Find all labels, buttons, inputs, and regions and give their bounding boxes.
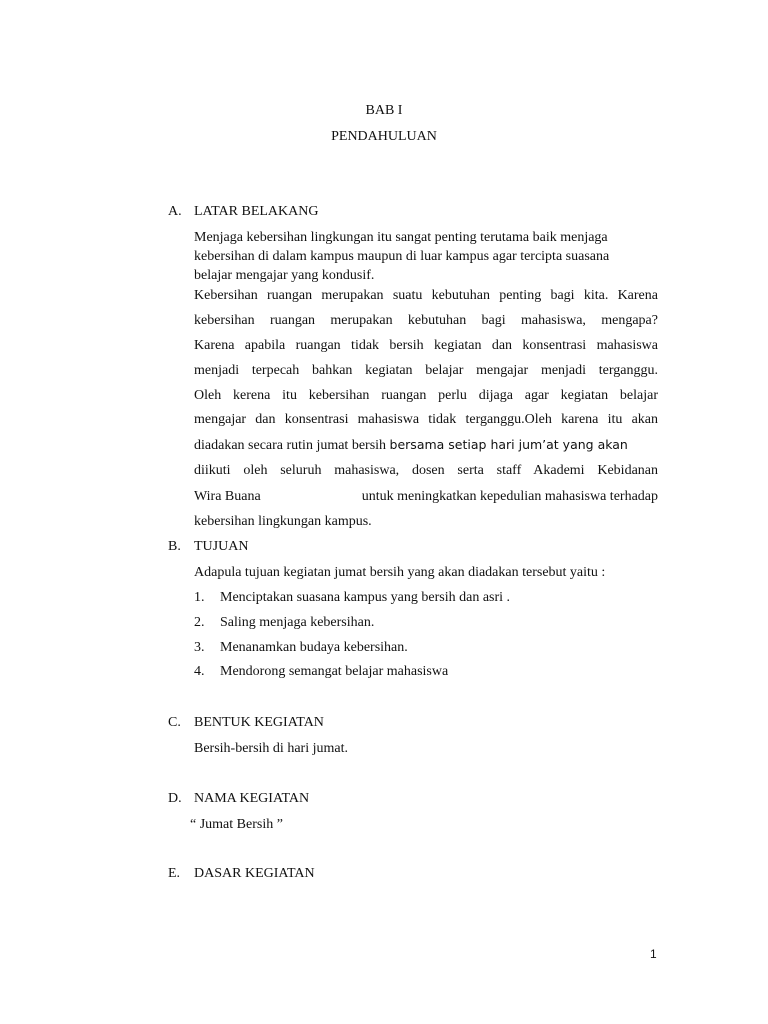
section-c-heading [168, 715, 324, 731]
section-e-letter: E. [168, 866, 181, 881]
section-d-heading [168, 791, 309, 807]
list-item-text: Menciptakan suasana kampus yang bersih dan asri . [220, 590, 511, 605]
section-c-body: Bersih-bersih di hari jumat. [194, 741, 348, 756]
list-item [194, 615, 374, 631]
section-a-body-line-5: Oleh kerena itu kebersihan ruangan perlu dijaga agar kegiatan belajar [194, 388, 658, 403]
page-number: 1 [650, 947, 657, 961]
section-a-body-line-9-right: untuk meningkatkan kepedulian mahasiswa terhadap [361, 489, 658, 504]
section-a-intro-line-1: Menjaga kebersihan lingkungan itu sangat penting terutama baik menjaga [194, 230, 608, 245]
section-d-title: NAMA KEGIATAN [194, 791, 310, 806]
section-b-intro: Adapula tujuan kegiatan jumat bersih yang akan diadakan tersebut yaitu : [194, 565, 606, 580]
section-a-letter: A. [168, 204, 182, 219]
section-a-body-line-7-serif: diadakan secara rutin jumat bersih [194, 438, 387, 453]
section-a-body-line-6: mengajar dan konsentrasi mahasiswa tidak terganggu.Oleh karena itu akan [194, 412, 658, 427]
list-item-number: 3. [194, 640, 205, 655]
section-b-title: TUJUAN [194, 539, 249, 554]
section-a-body-line-9-left: Wira Buana [194, 489, 261, 504]
section-c-letter: C. [168, 715, 181, 730]
section-d-body: “ Jumat Bersih ” [190, 817, 283, 832]
section-a-body-line-7-sans: bersama setiap hari jum’at yang akan [389, 437, 628, 452]
chapter-title: BAB I [365, 103, 403, 118]
section-c-title: BENTUK KEGIATAN [194, 715, 324, 730]
list-item-number: 1. [194, 590, 205, 605]
list-item-text: Menanamkan budaya kebersihan. [220, 640, 408, 655]
section-a-intro-line-3: belajar mengajar yang kondusif. [194, 268, 375, 283]
section-e-title: DASAR KEGIATAN [194, 866, 315, 881]
section-a-body-line-7 [194, 437, 628, 454]
section-a-body-line-4: menjadi terpecah bahkan kegiatan belajar mengajar menjadi terganggu. [194, 363, 658, 378]
section-b-letter: B. [168, 539, 181, 554]
list-item-text: Mendorong semangat belajar mahasiswa [220, 664, 449, 679]
section-a-intro-line-2: kebersihan di dalam kampus maupun di luar kampus agar tercipta suasana [194, 249, 610, 264]
section-d-letter: D. [168, 791, 182, 806]
list-item [194, 590, 510, 606]
list-item-number: 2. [194, 615, 205, 630]
section-e-heading [168, 866, 315, 882]
list-item-number: 4. [194, 664, 205, 679]
chapter-subtitle: PENDAHULUAN [331, 129, 437, 144]
section-a-body-line-2: kebersihan ruangan merupakan kebutuhan bagi mahasiswa, mengapa? [194, 313, 658, 328]
section-a-body-line-9 [194, 489, 658, 505]
list-item-text: Saling menjaga kebersihan. [220, 615, 375, 630]
section-b-heading [168, 539, 248, 555]
section-a-body-line-3: Karena apabila ruangan tidak bersih kegiatan dan konsentrasi mahasiswa [194, 338, 658, 353]
section-a-heading [168, 204, 318, 220]
section-a-body-line-1: Kebersihan ruangan merupakan suatu kebutuhan penting bagi kita. Karena [194, 288, 658, 303]
section-a-title: LATAR BELAKANG [194, 204, 319, 219]
list-item [194, 640, 408, 656]
section-a-body-line-8: diikuti oleh seluruh mahasiswa, dosen serta staff Akademi Kebidanan [194, 463, 658, 478]
list-item [194, 664, 448, 680]
section-a-body-line-10: kebersihan lingkungan kampus. [194, 514, 372, 529]
